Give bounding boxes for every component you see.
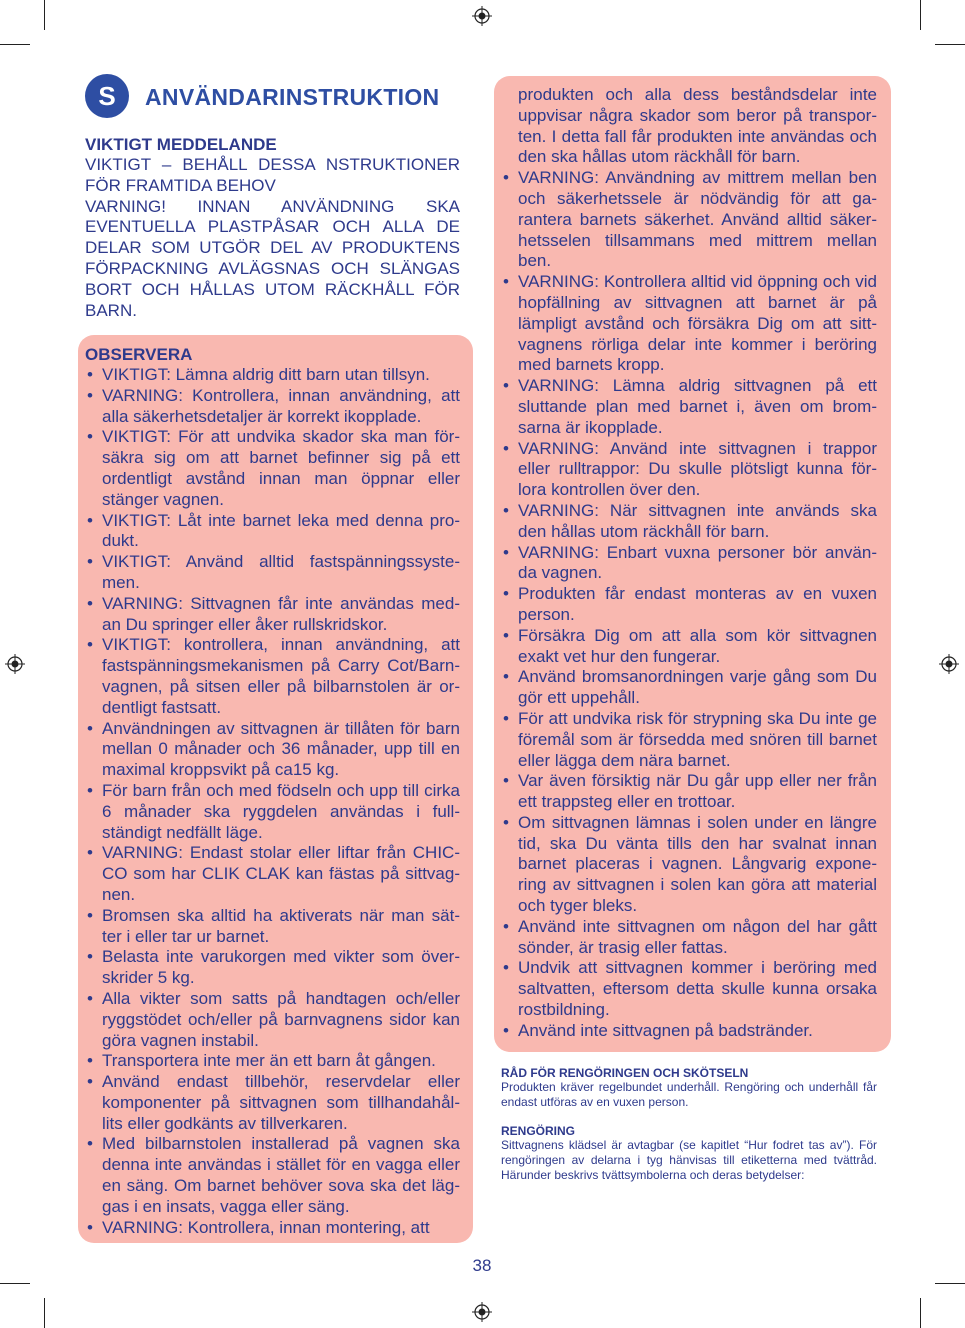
crop-mark xyxy=(935,44,965,45)
page-title: ANVÄNDARINSTRUKTION xyxy=(145,84,440,110)
list-item: • VARNING: Kontrollera alltid vid öppning och vid hopfällning av sittvagnen att barnet är på lämpligt avstånd och försäkra Dig om att sitt-vagnens rörliga delar inte kommer i beröring med barnets kropp. xyxy=(501,272,877,376)
observera-list-right xyxy=(501,168,877,1041)
list-item: • VARNING: Använd inte sittvagnen i trappor eller rulltrappor: Du skulle plötsligt kunna för-lora kontrollen över den. xyxy=(501,439,877,501)
list-item: • VARNING: Kontrollera, innan montering, att xyxy=(85,1218,460,1239)
observera-continuation: produkten och alla dess beståndsdelar inte uppvisar några skador som beror på transpor-ten. I detta fall får produkten inte användas och den ska hållas utom räckhåll för barn. xyxy=(518,85,877,167)
list-item: • Använd inte sittvagnen om någon del har gått sönder, är trasig eller fattas. xyxy=(501,917,877,959)
page-number: 38 xyxy=(472,1256,492,1275)
observera-box-right xyxy=(494,76,891,1052)
list-item: • VARNING: Användning av mittrem mellan ben och säkerhetssele är nödvändig för att ga-rantera barnets säkerhet. Använd alltid säker-hetsselen tillsammans med mittrem mellan ben. xyxy=(501,168,877,272)
cleaning-heading: RENGÖRING xyxy=(501,1124,576,1138)
list-item: • Försäkra Dig om att alla som kör sittvagnen exakt vet hur den fungerar. xyxy=(501,626,877,668)
list-item: • För att undvika risk för strypning ska Du inte ge föremål som är försedda med snören till barnet eller lägga dem nära barnet. xyxy=(501,709,877,771)
important-notice xyxy=(85,134,460,321)
list-item: • VIKTIGT: För att undvika skador ska man för-säkra sig om att barnet befinner sig på ett ordentligt avstånd innan man öppnar eller stänger vagnen. xyxy=(85,427,460,510)
observera-box-left xyxy=(78,335,473,1243)
list-item: • Belasta inte varukorgen med vikter som över-skrider 5 kg. xyxy=(85,947,460,989)
list-item: • Om sittvagnen lämnas i solen under en längre tid, ska Du vänta tills den har svalnat innan barnet placeras i vagnen. Långvarig expone-ring av sittvagnen i solen kan göra att material och tyger bleks. xyxy=(501,813,877,917)
language-badge: S xyxy=(85,74,129,118)
list-item: • VARNING: Kontrollera, innan användning, att alla säkerhetsdetaljer är korrekt ikopplade. xyxy=(85,386,460,428)
crop-mark xyxy=(0,44,30,45)
list-item: • För barn från och med födseln och upp till cirka 6 månader ska ryggdelen användas i full-ständigt nedfällt läge. xyxy=(85,781,460,843)
list-item: • VARNING: Endast stolar eller liftar från CHIC-CO som har CLIK CLAK kan fästas på sittvag-nen. xyxy=(85,843,460,905)
care-text: Produkten kräver regelbundet underhåll. Rengöring och underhåll får endast utföras av en vuxen person. xyxy=(501,1080,877,1109)
list-item: • Använd bromsanordningen varje gång som Du gör ett uppehåll. xyxy=(501,667,877,709)
list-item: • VARNING: När sittvagnen inte används ska den hållas utom räckhåll för barn. xyxy=(501,501,877,543)
list-item: • Användningen av sittvagnen är tillåten för barn mellan 0 månader och 36 månader, upp till en maximal kroppsvikt på ca15 kg. xyxy=(85,719,460,781)
crop-mark xyxy=(935,1283,965,1284)
observera-heading: OBSERVERA xyxy=(85,345,193,364)
list-item: • VIKTIGT: kontrollera, innan användning, att fastspänningsmekanismen på Carry Cot/Barn-vagnen, på sitsen eller på bilbarnstolen är or-dentligt fastsatt. xyxy=(85,635,460,718)
list-item: • Använd inte sittvagnen på badstränder. xyxy=(501,1021,877,1042)
list-item: • Använd endast tillbehör, reservdelar eller komponenter på sittvagnen som tillhandahål-lits eller godkänts av tillverkaren. xyxy=(85,1072,460,1134)
list-item: • VIKTIGT: Använd alltid fastspänningssyste-men. xyxy=(85,552,460,594)
registration-mark-icon xyxy=(939,654,959,674)
crop-mark xyxy=(0,1283,30,1284)
crop-mark xyxy=(44,0,45,30)
care-section xyxy=(501,1066,877,1197)
notice-line-warning: VARNING! INNAN ANVÄNDNING SKA EVENTUELLA PLASTPÅSAR OCH ALLA DE DELAR SOM UTGÖR DEL AV PRODUKTENS FÖRPACKNING AVLÄGSNAS OCH SLÄNGAS BORT OCH HÅLLAS UTOM RÄCKHÅLL FÖR BARN. xyxy=(85,196,460,320)
care-heading: RÅD FÖR RENGÖRINGEN OCH SKÖTSELN xyxy=(501,1066,749,1080)
list-item: • Alla vikter som satts på handtagen och/eller ryggstödet och/eller på barnvagnens sidor kan göra vagnen instabil. xyxy=(85,989,460,1051)
list-item: • VARNING: Sittvagnen får inte användas med-an Du springer eller åker rullskridskor. xyxy=(85,594,460,636)
list-item: • Med bilbarnstolen installerad på vagnen ska denna inte användas i stället för en vagga eller en säng. Om barnet behöver sova ska det läg-gas i en insats, vagga eller säng. xyxy=(85,1134,460,1217)
list-item: • VIKTIGT: Lämna aldrig ditt barn utan tillsyn. xyxy=(85,365,460,386)
list-item: • VARNING: Enbart vuxna personer bör använ-da vagnen. xyxy=(501,543,877,585)
list-item: • VARNING: Lämna aldrig sittvagnen på ett sluttande plan med barnet i, även om brom-sarna är ikopplade. xyxy=(501,376,877,438)
list-item: • Var även försiktig när Du går upp eller ner från ett trappsteg eller en trottoar. xyxy=(501,771,877,813)
list-item: • Bromsen ska alltid ha aktiverats när man sät-ter i eller tar ur barnet. xyxy=(85,906,460,948)
registration-mark-icon xyxy=(472,6,492,26)
notice-heading: VIKTIGT MEDDELANDE xyxy=(85,135,277,154)
list-item: • Undvik att sittvagnen kommer i beröring med saltvatten, eftersom detta skulle kunna orsaka rostbildning. xyxy=(501,958,877,1020)
registration-mark-icon xyxy=(5,654,25,674)
list-item: • Transportera inte mer än ett barn åt gången. xyxy=(85,1051,460,1072)
page-header xyxy=(85,74,485,120)
registration-mark-icon xyxy=(472,1302,492,1322)
observera-list-left xyxy=(85,365,460,1238)
crop-mark xyxy=(44,1298,45,1328)
cleaning-text: Sittvagnens klädsel är avtagbar (se kapitlet “Hur fodret tas av”). För rengöringen av delarna i tyg hänvisas till etiketterna med tvättråd. Härunder beskrivs tvättsymbolerna och deras betydelser: xyxy=(501,1138,877,1182)
list-item: • VIKTIGT: Låt inte barnet leka med denna pro-dukt. xyxy=(85,511,460,553)
crop-mark xyxy=(920,0,921,30)
list-item: • Produkten får endast monteras av en vuxen person. xyxy=(501,584,877,626)
crop-mark xyxy=(920,1298,921,1328)
notice-line-keep: VIKTIGT – BEHÅLL DESSA NSTRUKTIONER FÖR FRAMTIDA BEHOV xyxy=(85,155,460,195)
